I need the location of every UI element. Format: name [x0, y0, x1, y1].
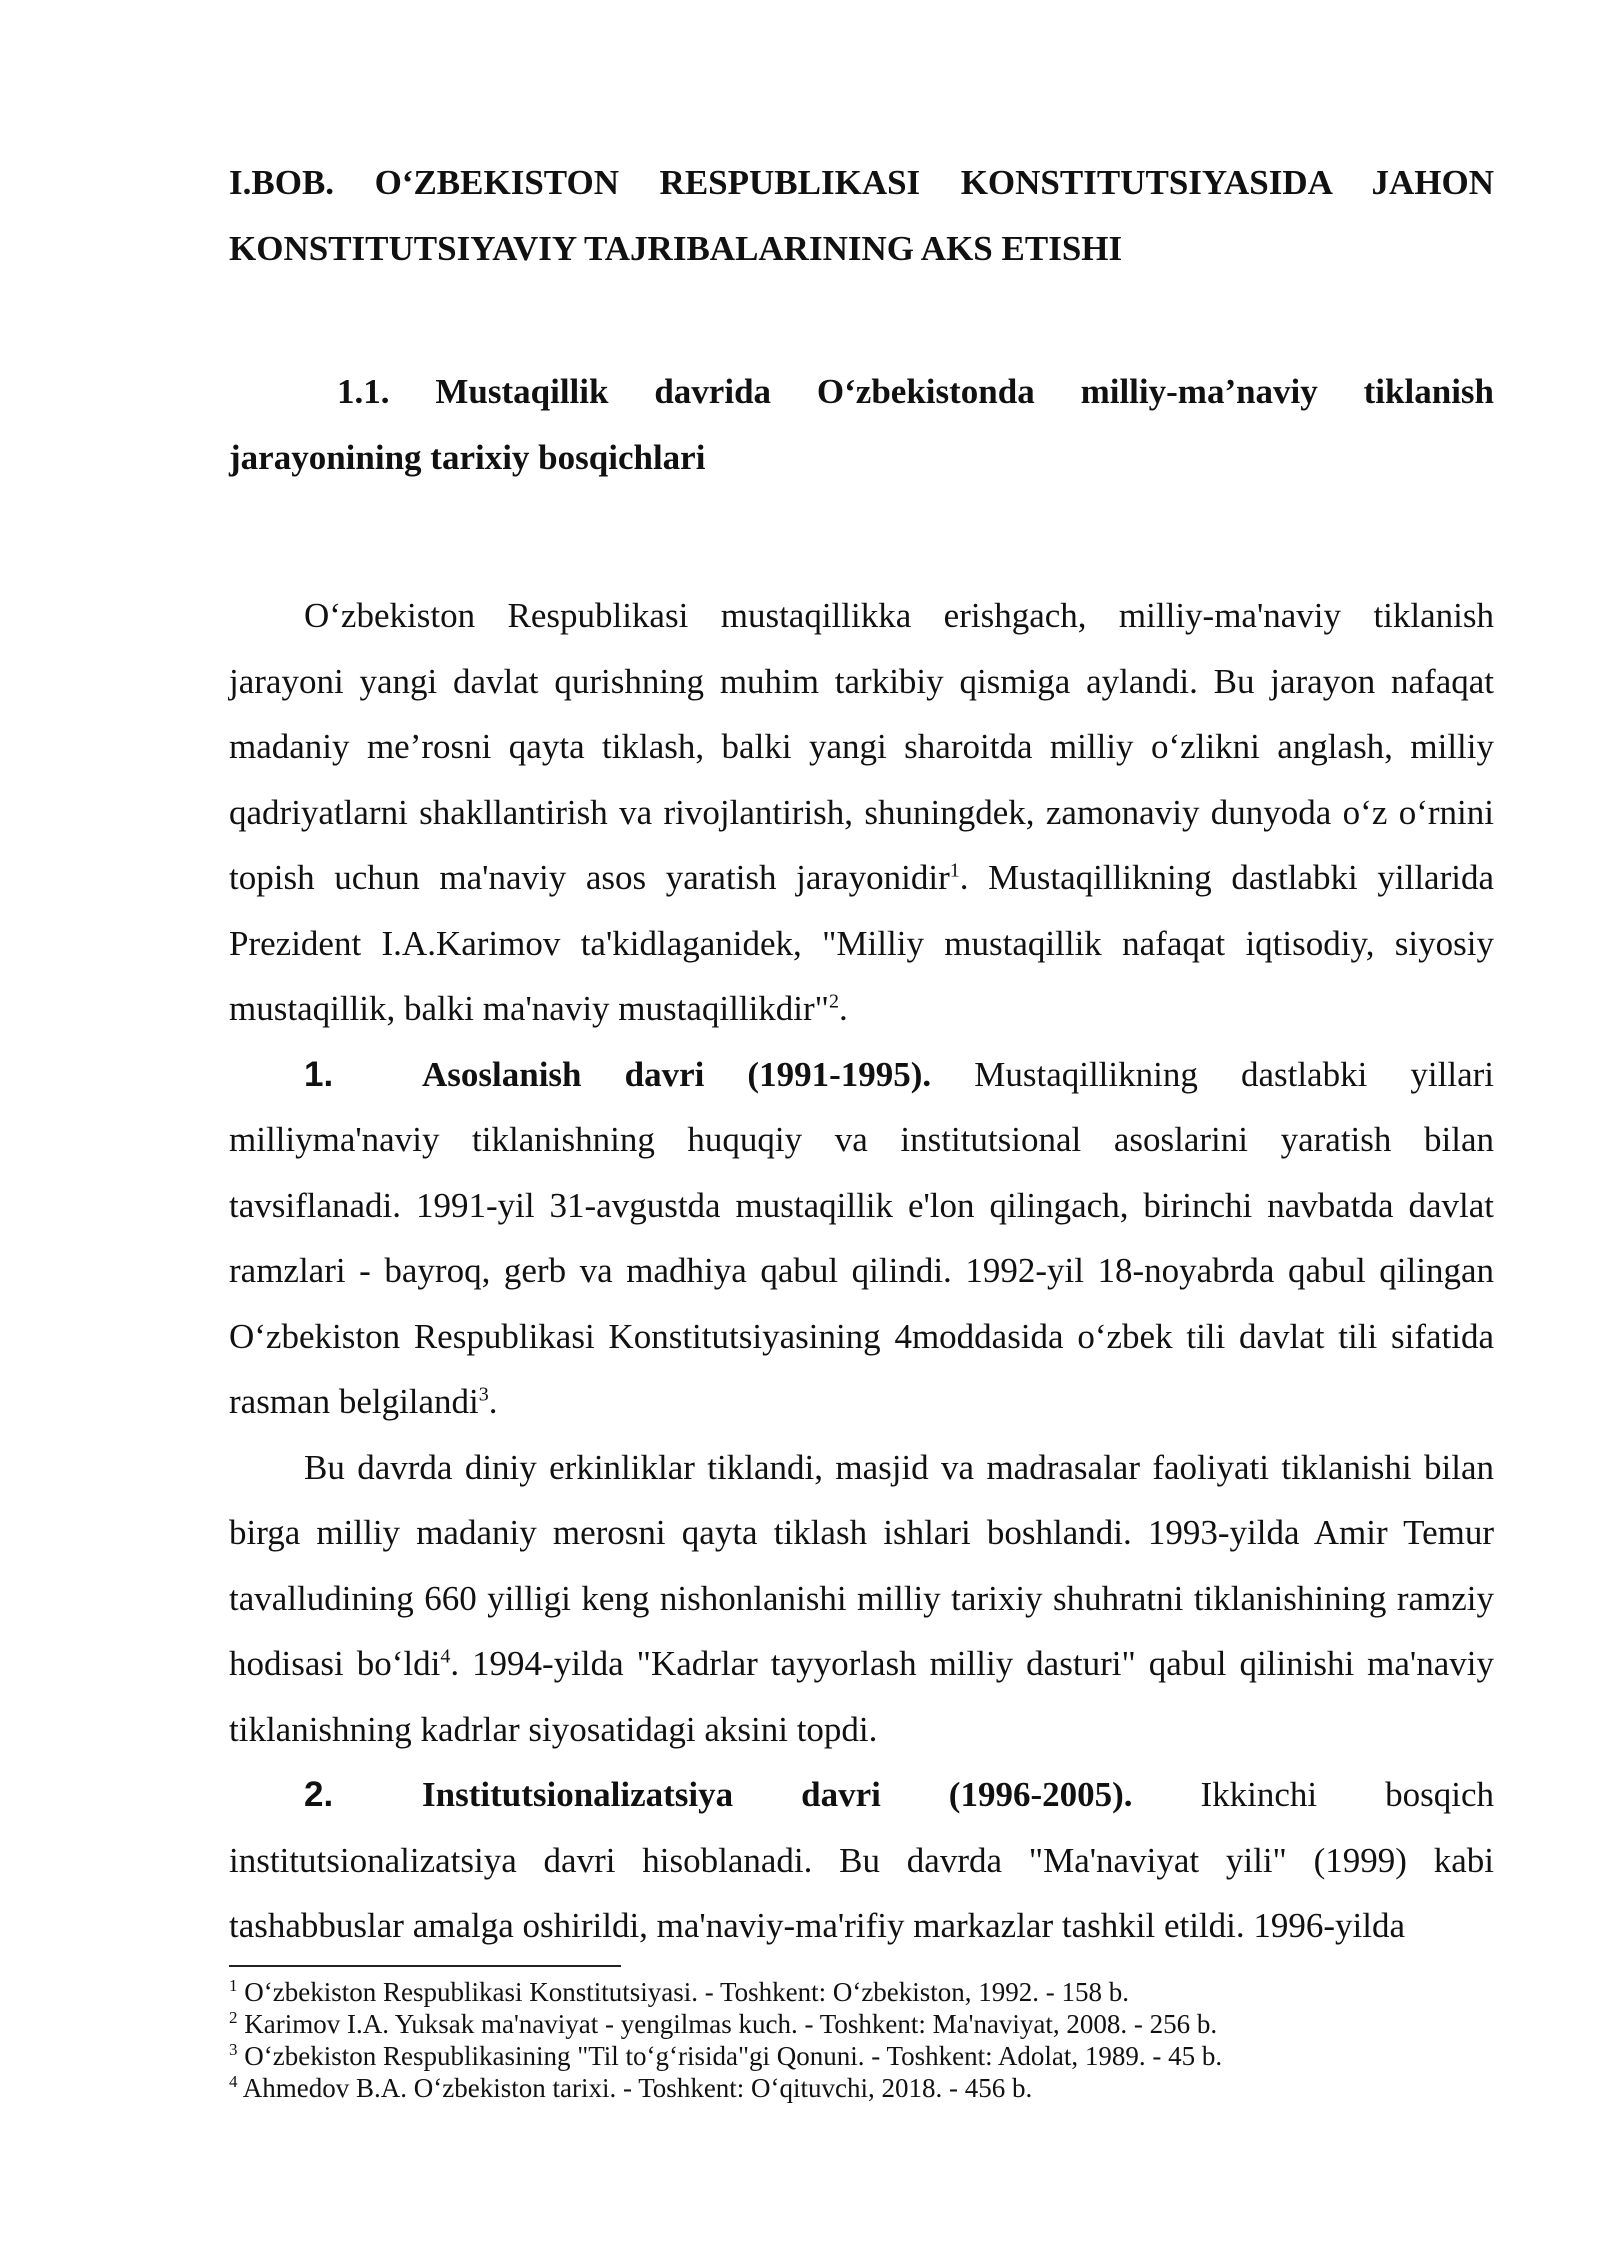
section-title: 1.1. Mustaqillik davrida O‘zbekistonda milliy-ma’naviy tiklanish jarayonining tarixiy bosqichlari	[229, 372, 1494, 477]
paragraph-text: Mustaqillikning dastlabki yillari milliyma'naviy tiklanishning huquqiy va institutsional asoslarini yaratish bilan tavsiflanadi. 1991-yil 31-avgustda mustaqillik e'lon qilingach, birinchi navbatda davlat ramzlari - bayroq, gerb va madhiya qabul qilindi. 1992-yil 18-noyabrda qabul qilingan O‘zbekiston Respublikasi Konstitutsiyasining 4moddasida o‘zbek tili davlat tili sifatida rasman belgilandi	[229, 1054, 1494, 1421]
paragraph-period-1	[229, 1042, 1494, 1435]
paragraph-text: O‘zbekiston Respublikasi mustaqillikka erishgach, milliy-ma'naviy tiklanish jarayoni yangi davlat qurishning muhim tarkibiy qismiga aylandi. Bu jarayon nafaqat madaniy me’rosni qayta tiklash, balki yangi sharoitda milliy o‘zlikni anglash, milliy qadriyatlarni shakllantirish va rivojlantirish, shuningdek, zamonaviy dunyoda o‘z o‘rnini topish uchun ma'naviy asos yaratish jarayonidir	[229, 596, 1494, 897]
footnotes	[229, 1976, 1494, 2104]
footnote-number: 1	[229, 1976, 238, 1995]
footnote-ref: 2	[828, 990, 839, 1013]
period-heading: Institutsionalizatsiya davri (1996-2005).	[422, 1775, 1133, 1814]
footnote-text: O‘zbekiston Respublikasi Konstitutsiyasi. - Toshkent: O‘zbekiston, 1992. - 158 b.	[237, 1977, 1130, 2007]
paragraph-period-2	[229, 1762, 1494, 1959]
paragraph-intro	[229, 583, 1494, 1042]
footnote-item	[229, 2008, 1494, 2040]
list-number: 1.	[304, 1054, 334, 1094]
list-number: 2.	[304, 1775, 334, 1814]
chapter-title: I.BOB. O‘ZBEKISTON RESPUBLIKASI KONSTITUTSIYASIDA JAHON KONSTITUTSIYAVIY TAJRIBALARINING AKS ETISHI	[229, 163, 1494, 268]
document-page	[229, 0, 1494, 1959]
paragraph-religious-freedom	[229, 1435, 1494, 1763]
paragraph-text: . 1994-yilda "Kadrlar tayyorlash milliy dasturi" qabul qilinishi ma'naviy tiklanishning kadrlar siyosatidagi aksini topdi.	[229, 1644, 1494, 1749]
footnote-item	[229, 2072, 1494, 2104]
footnote-text: O‘zbekiston Respublikasining "Til to‘g‘risida"gi Qonuni. - Toshkent: Adolat, 1989. - 45 b.	[237, 2041, 1223, 2071]
footnote-ref: 1	[949, 859, 960, 882]
paragraph-text: . Mustaqillikning dastlabki yillarida Prezident I.A.Karimov ta'kidlaganidek, "Milliy mustaqillik nafaqat iqtisodiy, siyosiy mustaqillik, balki ma'naviy mustaqillikdir"	[229, 858, 1494, 1028]
footnote-ref: 4	[440, 1645, 451, 1668]
footnote-number: 3	[229, 2040, 238, 2059]
footnote-text: Ahmedov B.A. O‘zbekiston tarixi. - Toshkent: O‘qituvchi, 2018. - 456 b.	[237, 2073, 1033, 2103]
footnote-text: Karimov I.A. Yuksak ma'naviyat - yengilmas kuch. - Toshkent: Ma'naviyat, 2008. - 256 b.	[237, 2009, 1218, 2039]
footnote-ref: 3	[478, 1383, 489, 1406]
paragraph-text: .	[488, 1382, 498, 1421]
paragraph-text: Ikkinchi bosqich institutsionalizatsiya davri hisoblanadi. Bu davrda "Ma'naviyat yili" (1999) kabi tashabbuslar amalga oshirildi, ma'naviy-ma'rifiy markazlar tashkil etildi. 1996-yilda	[229, 1775, 1494, 1945]
paragraph-text: .	[838, 989, 848, 1028]
footnote-number: 2	[229, 2008, 238, 2027]
footnote-number: 4	[229, 2072, 238, 2091]
period-heading: Asoslanish davri (1991-1995).	[422, 1054, 932, 1094]
footnote-item	[229, 2040, 1494, 2072]
footnote-item	[229, 1976, 1494, 2008]
footnote-separator	[229, 1965, 621, 1967]
paragraph-text: Bu davrda diniy erkinliklar tiklandi, masjid va madrasalar faoliyati tiklanishi bilan birga milliy madaniy merosni qayta tiklash ishlari boshlandi. 1993-yilda Amir Temur tavalludining 660 yilligi keng nishonlanishi milliy tarixiy shuhratni tiklanishining ramziy hodisasi bo‘ldi	[229, 1447, 1494, 1683]
